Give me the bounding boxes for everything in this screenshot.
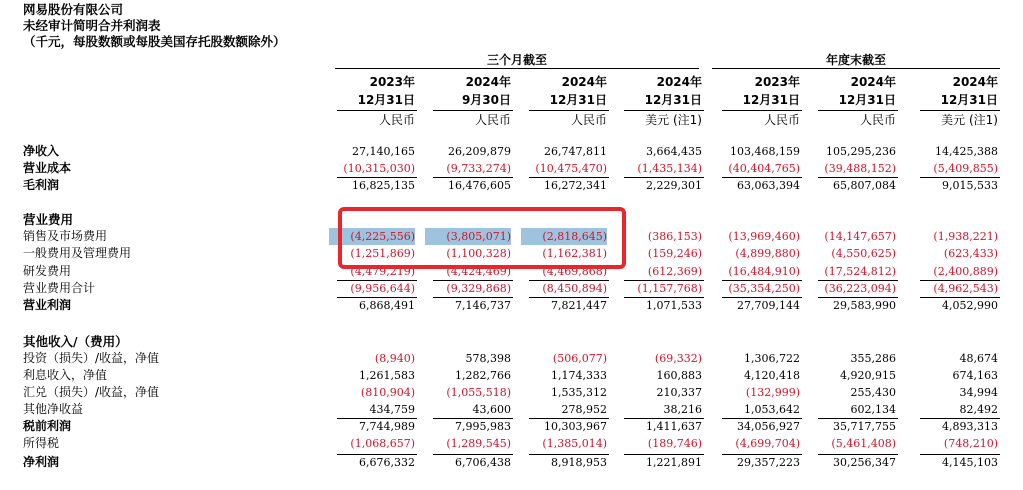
subtotal-rule — [337, 418, 417, 419]
cell-value: 6,676,332 — [359, 456, 415, 469]
column-year: 2024年 — [952, 75, 998, 89]
cell-value: 6,868,491 — [359, 299, 415, 312]
cell-value: (2,400,889) — [933, 265, 998, 278]
cell-value: 30,256,347 — [833, 456, 896, 469]
cell-value: (1,938,221) — [933, 230, 998, 243]
column-year: 2024年 — [561, 75, 607, 89]
cell-value: (1,289,545) — [446, 437, 511, 450]
cell-value: (17,524,812) — [824, 265, 896, 278]
cell-value: 160,883 — [656, 369, 702, 382]
cell-value: 103,468,159 — [730, 145, 800, 158]
group-rule-year-ended — [712, 68, 1000, 69]
cell-value: 255,430 — [850, 386, 896, 399]
cell-value: (39,488,152) — [824, 162, 896, 175]
cell-value: (1,157,768) — [637, 282, 702, 295]
column-year: 2024年 — [465, 75, 511, 89]
cell-value: (36,223,094) — [824, 282, 896, 295]
row-label: 一般费用及管理费用 — [23, 246, 132, 260]
cell-value: (1,385,014) — [542, 437, 607, 450]
column-date: 12月31日 — [838, 93, 896, 107]
row-label: 利息收入，净值 — [23, 368, 108, 382]
cell-value: 9,015,533 — [942, 179, 998, 192]
column-date: 12月31日 — [549, 93, 607, 107]
section-operating-expenses: 营业费用 — [23, 212, 74, 227]
cell-value: 29,583,990 — [833, 299, 896, 312]
column-currency: 人民币 — [570, 113, 607, 127]
column-year: 2023年 — [754, 75, 800, 89]
cell-value: (16,484,910) — [728, 265, 800, 278]
row-label: 所得税 — [23, 436, 60, 450]
row-net-income — [0, 454, 1023, 471]
section-other-income: 其他收入/（费用） — [23, 334, 128, 349]
row-pretax-profit — [0, 418, 1023, 435]
row-cost-of-revenue — [0, 160, 1023, 177]
subtotal-rule — [920, 280, 1000, 281]
row-income-tax — [0, 435, 1023, 452]
cell-value: (506,077) — [552, 352, 607, 365]
subtotal-rule — [624, 280, 704, 281]
cell-value: 1,282,766 — [455, 369, 511, 382]
column-header-rule — [433, 110, 513, 111]
statement-title: 未经审计简明合并利润表 — [23, 18, 161, 33]
row-label: 投资（损失）/收益，净值 — [23, 351, 160, 365]
cell-value: 14,425,388 — [935, 145, 998, 158]
cell-value: 4,120,418 — [744, 369, 800, 382]
column-date: 12月31日 — [940, 93, 998, 107]
cell-value: 10,303,967 — [544, 420, 607, 433]
cell-value: (69,332) — [654, 352, 702, 365]
row-label: 税前利润 — [23, 419, 72, 433]
cell-value: 29,357,223 — [737, 456, 800, 469]
cell-value: 27,709,144 — [737, 299, 800, 312]
cell-value: 578,398 — [465, 352, 511, 365]
subtotal-rule — [433, 177, 513, 178]
cell-value: (9,329,868) — [446, 282, 511, 295]
cell-value: 1,306,722 — [744, 352, 800, 365]
cell-value: (4,899,880) — [735, 247, 800, 260]
subtotal-rule — [529, 280, 609, 281]
column-header-rule — [337, 110, 417, 111]
cell-value: (1,435,134) — [637, 162, 702, 175]
row-label: 其他净收益 — [23, 402, 84, 416]
cell-value: 63,063,394 — [737, 179, 800, 192]
cell-value: (35,354,250) — [728, 282, 800, 295]
cell-value: (8,450,894) — [542, 282, 607, 295]
cell-value: 35,717,755 — [833, 420, 896, 433]
cell-value: 48,674 — [959, 352, 998, 365]
cell-value: 4,145,103 — [942, 456, 998, 469]
subtotal-rule — [529, 297, 609, 298]
cell-value: 38,216 — [663, 403, 702, 416]
cell-value: 16,476,605 — [448, 179, 511, 192]
subtotal-rule — [624, 418, 704, 419]
cell-value: 602,134 — [850, 403, 896, 416]
subtotal-rule — [624, 454, 704, 455]
cell-value: (132,999) — [745, 386, 800, 399]
subtotal-rule — [818, 418, 898, 419]
column-date: 12月31日 — [357, 93, 415, 107]
row-label: 汇兑（损失）/收益，净值 — [23, 385, 160, 399]
row-label: 销售及市场费用 — [23, 229, 108, 243]
subtotal-rule — [337, 177, 417, 178]
subtotal-rule — [337, 297, 417, 298]
subtotal-rule — [529, 418, 609, 419]
company-name: 网易股份有限公司 — [23, 2, 124, 17]
cell-value: 26,747,811 — [544, 145, 607, 158]
cell-value: 210,337 — [656, 386, 702, 399]
unit-note: （千元，每股数额或每股美国存托股数额除外） — [23, 34, 286, 49]
row-total-operating-expenses — [0, 280, 1023, 297]
subtotal-rule — [920, 454, 1000, 455]
cell-value: 65,807,084 — [833, 179, 896, 192]
cell-value: 7,995,983 — [455, 420, 511, 433]
cell-value: (13,969,460) — [728, 230, 800, 243]
cell-value: (4,550,625) — [831, 247, 896, 260]
cell-value: 1,221,891 — [646, 456, 702, 469]
column-year: 2024年 — [656, 75, 702, 89]
cell-value: 7,146,737 — [455, 299, 511, 312]
cell-value: 43,600 — [472, 403, 511, 416]
row-other-net-income — [0, 401, 1023, 418]
cell-value: 1,411,637 — [646, 420, 702, 433]
cell-value: 355,286 — [850, 352, 896, 365]
cell-value: (1,162,381) — [542, 247, 607, 260]
highlight-box — [338, 207, 626, 269]
row-label: 毛利润 — [23, 178, 60, 192]
cell-value: 7,821,447 — [551, 299, 607, 312]
column-year: 2024年 — [850, 75, 896, 89]
group-rule-three-months — [335, 68, 699, 69]
cell-value: (623,433) — [943, 247, 998, 260]
row-interest-income — [0, 367, 1023, 384]
cell-value: (1,251,869) — [350, 247, 415, 260]
cell-value: (189,746) — [647, 437, 702, 450]
cell-value: (9,733,274) — [446, 162, 511, 175]
cell-value: (3,805,071) — [425, 228, 511, 245]
subtotal-rule — [722, 454, 802, 455]
cell-value: (10,475,470) — [535, 162, 607, 175]
subtotal-rule — [920, 418, 1000, 419]
row-label: 营业成本 — [23, 161, 72, 175]
subtotal-rule — [818, 454, 898, 455]
column-header-rule — [818, 110, 898, 111]
cell-value: 26,209,879 — [448, 145, 511, 158]
column-date: 12月31日 — [742, 93, 800, 107]
cell-value: 34,994 — [959, 386, 998, 399]
cell-value: 105,295,236 — [826, 145, 896, 158]
column-currency: 美元 (注1) — [645, 113, 702, 127]
cell-value: 8,918,953 — [551, 456, 607, 469]
subtotal-rule — [337, 454, 417, 455]
cell-value: 16,825,135 — [352, 179, 415, 192]
cell-value: 16,272,341 — [544, 179, 607, 192]
column-header-rule — [920, 110, 1000, 111]
column-currency: 人民币 — [474, 113, 511, 127]
cell-value: 434,759 — [369, 403, 415, 416]
column-year: 2023年 — [369, 75, 415, 89]
cell-value: (4,469,868) — [542, 265, 607, 278]
row-label: 营业费用合计 — [23, 281, 96, 295]
cell-value: (5,461,408) — [831, 437, 896, 450]
row-operating-profit — [0, 297, 1023, 314]
cell-value: 34,056,927 — [737, 420, 800, 433]
subtotal-rule — [920, 177, 1000, 178]
cell-value: 2,229,301 — [646, 179, 702, 192]
column-currency: 人民币 — [763, 113, 800, 127]
cell-value: (748,210) — [943, 437, 998, 450]
cell-value: (10,315,030) — [343, 162, 415, 175]
cell-value: (40,404,765) — [728, 162, 800, 175]
cell-value: 4,893,313 — [942, 420, 998, 433]
subtotal-rule — [337, 280, 417, 281]
cell-value: (1,100,328) — [446, 247, 511, 260]
subtotal-rule — [624, 297, 704, 298]
cell-value: 1,261,583 — [359, 369, 415, 382]
row-investment-gain — [0, 350, 1023, 367]
cell-value: 674,163 — [952, 369, 998, 382]
row-label: 研发费用 — [23, 264, 72, 278]
group-three-months: 三个月截至 — [486, 53, 547, 67]
row-label: 净收入 — [23, 144, 60, 158]
column-date: 9月30日 — [461, 93, 511, 107]
subtotal-rule — [722, 418, 802, 419]
cell-value: 4,920,915 — [840, 369, 896, 382]
subtotal-rule — [529, 177, 609, 178]
cell-value: (9,956,644) — [350, 282, 415, 295]
cell-value: (4,962,543) — [933, 282, 998, 295]
cell-value: 1,535,312 — [551, 386, 607, 399]
subtotal-rule — [624, 177, 704, 178]
subtotal-rule — [920, 297, 1000, 298]
subtotal-rule — [433, 418, 513, 419]
subtotal-rule — [818, 177, 898, 178]
cell-value: (2,818,645) — [521, 228, 607, 245]
column-currency: 人民币 — [378, 113, 415, 127]
subtotal-rule — [818, 297, 898, 298]
cell-value: (4,479,219) — [350, 265, 415, 278]
subtotal-rule — [722, 177, 802, 178]
cell-value: (14,147,657) — [824, 230, 896, 243]
column-header-rule — [722, 110, 802, 111]
subtotal-rule — [529, 454, 609, 455]
subtotal-rule — [722, 297, 802, 298]
cell-value: (612,369) — [647, 265, 702, 278]
column-currency: 人民币 — [859, 113, 896, 127]
cell-value: 3,664,435 — [646, 145, 702, 158]
cell-value: 1,174,333 — [551, 369, 607, 382]
column-header-rule — [529, 110, 609, 111]
cell-value: (4,699,704) — [735, 437, 800, 450]
row-net-revenue — [0, 143, 1023, 160]
cell-value: (4,424,469) — [446, 265, 511, 278]
row-label: 净利润 — [23, 455, 60, 469]
cell-value: (8,940) — [374, 352, 415, 365]
cell-value: 4,052,990 — [942, 299, 998, 312]
cell-value: (1,068,657) — [350, 437, 415, 450]
cell-value: 1,053,642 — [744, 403, 800, 416]
subtotal-rule — [722, 280, 802, 281]
cell-value: 7,744,989 — [359, 420, 415, 433]
cell-value: (5,409,855) — [933, 162, 998, 175]
group-year-ended: 年度末截至 — [825, 53, 886, 67]
row-gross-profit — [0, 177, 1023, 194]
cell-value: (386,153) — [647, 230, 702, 243]
cell-value: (159,246) — [647, 247, 702, 260]
column-date: 12月31日 — [644, 93, 702, 107]
column-header-rule — [624, 110, 704, 111]
row-label: 营业利润 — [23, 298, 72, 312]
cell-value: 82,492 — [959, 403, 998, 416]
subtotal-rule — [433, 280, 513, 281]
subtotal-rule — [433, 454, 513, 455]
row-fx-gain — [0, 384, 1023, 401]
cell-value: 278,952 — [561, 403, 607, 416]
cell-value: 6,706,438 — [455, 456, 511, 469]
cell-value: (810,904) — [360, 386, 415, 399]
subtotal-rule — [433, 297, 513, 298]
cell-value: (4,225,556) — [329, 228, 415, 245]
cell-value: 27,140,165 — [352, 145, 415, 158]
subtotal-rule — [818, 280, 898, 281]
cell-value: 1,071,533 — [646, 299, 702, 312]
cell-value: (1,055,518) — [446, 386, 511, 399]
column-currency: 美元 (注1) — [941, 113, 998, 127]
